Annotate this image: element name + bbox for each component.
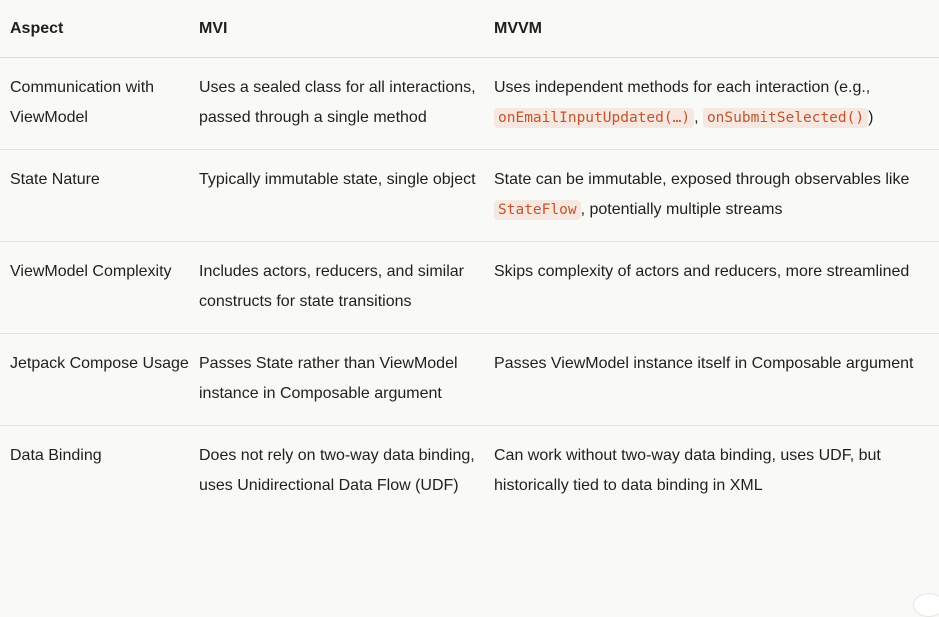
aspect-cell: Communication with ViewModel xyxy=(0,58,189,150)
mvvm-cell: Can work without two-way data binding, uses UDF, but historically tied to data binding in XML xyxy=(494,447,881,494)
inline-code: onSubmitSelected() xyxy=(703,108,868,128)
header-aspect: Aspect xyxy=(0,0,189,58)
aspect-cell: Jetpack Compose Usage xyxy=(0,334,189,426)
header-mvi: MVI xyxy=(189,0,484,58)
inline-code: StateFlow xyxy=(494,200,581,220)
mvi-cell: Passes State rather than ViewModel instance in Composable argument xyxy=(189,334,484,426)
table-row xyxy=(0,150,939,242)
mvi-cell: Typically immutable state, single object xyxy=(189,150,484,242)
aspect-cell: ViewModel Complexity xyxy=(0,242,189,334)
table-row xyxy=(0,58,939,150)
mvvm-cell xyxy=(484,150,939,242)
table-row xyxy=(0,426,939,518)
mvvm-text: State can be immutable, exposed through observables like xyxy=(494,171,910,188)
mvi-cell: Does not rely on two-way data binding, uses Unidirectional Data Flow (UDF) xyxy=(199,447,475,494)
aspect-cell: State Nature xyxy=(0,150,189,242)
aspect-cell: Data Binding xyxy=(10,447,102,464)
mvvm-cell: Skips complexity of actors and reducers, more streamlined xyxy=(484,242,939,334)
mvvm-cell: Passes ViewModel instance itself in Composable argument xyxy=(484,334,939,426)
mvvm-text: , xyxy=(694,109,703,126)
mvi-cell: Uses a sealed class for all interactions, passed through a single method xyxy=(189,58,484,150)
mvvm-text: , potentially multiple streams xyxy=(580,201,783,218)
table-header-row xyxy=(0,0,939,58)
mvi-cell: Includes actors, reducers, and similar constructs for state transitions xyxy=(189,242,484,334)
mvvm-cell xyxy=(484,58,939,150)
table-row xyxy=(0,334,939,426)
header-mvvm: MVVM xyxy=(484,0,939,58)
mvvm-text: Uses independent methods for each interaction (e.g., xyxy=(494,79,871,96)
table-row xyxy=(0,242,939,334)
inline-code: onEmailInputUpdated(…) xyxy=(494,108,694,128)
mvvm-text: ) xyxy=(868,109,874,126)
scroll-button[interactable] xyxy=(913,593,939,617)
